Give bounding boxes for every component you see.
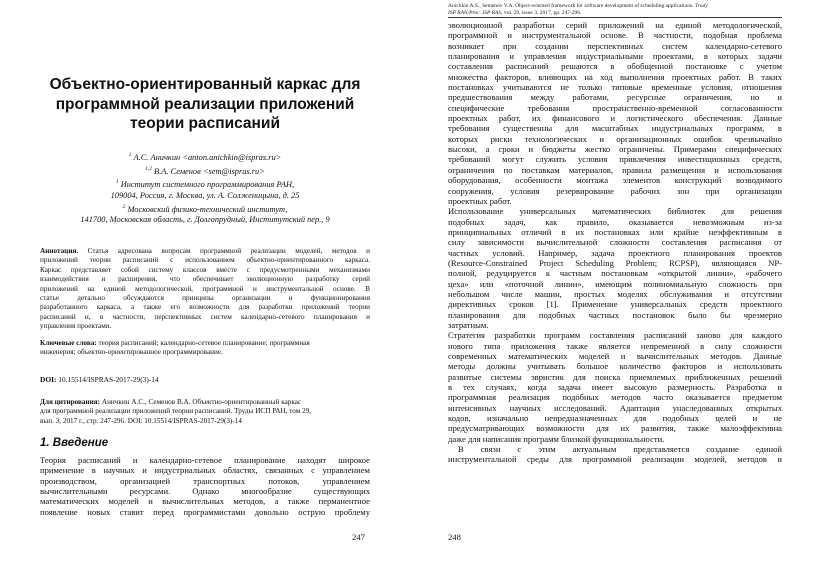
citation-line: вып. 3, 2017 г., стр. 247-296. DOI: 10.15514/ISPRAS-2017-29(3)-14 [40, 416, 242, 425]
header-rule [448, 17, 782, 18]
header-line: Anichkin A.S., Semenov V.A. Object-oriented framework for software development of scheduling applications. Trudy [448, 3, 708, 9]
title-line: программной реализации приложений [55, 95, 355, 113]
body-line: требования существенны для масштабных индустриальных программ, в [448, 123, 782, 134]
body-line: современных математических моделей и вычислительных методов. Данные [448, 351, 782, 361]
title-line: Объектно-ориентированный каркас для [49, 76, 361, 93]
doi [40, 375, 370, 384]
body-line: кодов, изначально непредназначенных для подобных целей и не [448, 413, 782, 424]
body-line: оборудования, особенности монтажа элементов конструкций возводимого [448, 175, 782, 186]
body-line: планирования и управления индустриальными проектами, в которых задачи [448, 51, 782, 62]
running-header [448, 3, 782, 17]
body-line: эволюционной разработки серий приложений на единой методологической, [448, 20, 782, 30]
body-line: высоки, а сроки и бюджеты жестко ограничены. Примерами специфических [448, 144, 782, 155]
body-line: Использование универсальных математических библиотек для решения [448, 206, 782, 217]
body-line: проектных работ, их финансового и логистического обеспечения. Данные [448, 113, 782, 124]
abstract-line: приложений на единой методологической, программной и инструментальной основе. В [40, 284, 370, 293]
body-line: предусматривающих возможности для их развития, также малоэффективна [448, 423, 782, 434]
section-heading: 1. Введение [40, 437, 109, 449]
author-block [40, 150, 370, 226]
body-line: директивных сроков [1]. Применение универсальных средств проектного [448, 299, 782, 310]
body-line: Стратегия разработки программ составления расписаний заново для каждого [448, 330, 782, 341]
body-line: предшествования между работами, ресурсные ограничения, но и [448, 92, 782, 103]
doi-value: 10.15514/ISPRAS-2017-29(3)-14 [56, 375, 159, 384]
page-number: 248 [448, 532, 461, 542]
header-line: ISP RAN/Proc. ISP RAS, vol. 29, issue 3, 2017, pp. 247-296. [448, 9, 582, 16]
body-line: интенсивных научных исследований. Адаптация унаследованных открытых [448, 402, 782, 413]
citation [40, 398, 370, 426]
abstract-line: разработанного каркаса, а также его возможности для разработки приложений теории [40, 303, 370, 312]
body-line: небольшом числе машин, простых моделях обслуживания и отсутствии [448, 288, 782, 299]
body-line: проектных работ. [448, 195, 512, 206]
affiliation-line: $^2$ Московский физико-технический институт, [122, 203, 288, 214]
body-line: нового типа приложения также является непременной в силу сложности [448, 340, 782, 351]
right-body-text [448, 20, 782, 465]
abstract-line: управления проектами. [40, 322, 112, 331]
body-line: ограничения по поставкам материалов, правила размещения и использования [448, 164, 782, 175]
abstract-line: взаимодействия и расширения, что обеспечивает эволюционную разработку серий [40, 275, 370, 284]
body-line: производством, организацией транспортных потоков, управлением [40, 475, 370, 486]
body-line: даже для написания программ близкой функциональности. [448, 433, 665, 444]
body-line: (Resource-Constrained Project Scheduling Problem; RCPSP), являющаяся NP- [448, 257, 782, 268]
body-line: постановках учитываются не только типовые временные условия, отношения [448, 82, 782, 93]
right-page [410, 0, 820, 580]
doi-label: DOI: [40, 375, 57, 384]
body-line: методы должны учитывать большое количество факторов и использовать [448, 361, 782, 372]
body-line: в тех случаях, когда задача имеет высокую размерность. Разработка и [448, 382, 782, 393]
body-line: программной и инструментальной основе. В частности, подобная проблема [448, 30, 782, 41]
body-line: Теория расписаний и календарно-сетевое планирование находят широкое [40, 455, 370, 465]
body-line: множества факторов, влияющих на ход выполнения проектных работ. В таких [448, 71, 782, 82]
body-line: затратным. [448, 319, 489, 330]
body-line: цеха» или «поточной линии», имеющим полиномиальную сложность при [448, 278, 782, 289]
page-number: 247 [352, 532, 365, 542]
body-line: сооружения, условия резервирование рабочих зон при организации [448, 185, 782, 196]
affiliation-line: $^1$ Институт системного программирования РАН, [115, 179, 295, 189]
body-line: специфические требования пространственно-временной согласованности [448, 102, 782, 113]
body-line: подобных задач, как правило, оказывается невозможным из-за [448, 216, 782, 227]
abstract-line: Каркас представляет собой систему классов вместе с предусмотренными механизмами [40, 265, 370, 274]
affiliation-address: 141700, Московская область, г. Долгопрудный, Институтский пер., 9 [80, 215, 330, 225]
left-body-text [40, 455, 370, 517]
body-line: В связи с этим актуальным представляется создание единой [458, 444, 782, 455]
title-line: теории расписаний [130, 115, 280, 132]
body-line: полной, редуцируется к частным постановкам «открытой линии», «рабочего [448, 268, 782, 279]
body-line: появление новых ставит перед программистами довольно острую проблему [40, 506, 370, 517]
body-line: частных условий. Например, задача проектного планирования проектов [448, 247, 782, 258]
citation-line: Для цитирования: Аничкин А.С., Семенов В.А. Объектно-ориентированный каркас [40, 398, 302, 406]
body-line: программная реализация подобных методов часто оказывается предметом [448, 392, 782, 403]
affiliation-address: 109004, Россия, г. Москва, ул. А. Солженицына, д. 25 [110, 190, 300, 200]
abstract-line: приложений теории расписаний с использованием объектно-ориентированного каркаса. [40, 256, 370, 265]
keywords-line: инженерия; объектно-ориентированное программирование. [40, 348, 223, 357]
abstract-line: расписаний и, в частности, перспективных систем календарно-сетевого планирования и [40, 312, 370, 321]
body-line: планирования для подобных частных постановок было бы чрезмерно [448, 309, 782, 320]
abstract [40, 247, 370, 332]
body-line: развитые системы эвристик для поиска приемлемых приближенных решений [448, 371, 782, 382]
author-line: $^{1,2}$ В.А. Семенов <sem@ispras.ru> [145, 165, 265, 176]
body-line: принципиальных отличий в их постановках или крайне неэффективным в [448, 226, 782, 237]
body-line: применение в научных и индустриальных областях, связанных с управлением [40, 465, 370, 476]
body-line: которых риски технологических и организационных ошибок чрезвычайно [448, 133, 782, 144]
body-line: инструментальной среды для программной реализации моделей, методов и [448, 454, 782, 465]
abstract-line: Аннотация. Статья адресована вопросам программной реализации моделей, методов и [40, 247, 370, 255]
citation-line: для программной реализации приложений теории расписаний. Труды ИСП РАН, том 29, [40, 407, 312, 416]
body-line: вычислительными ресурсами. Однако многообразие существующих [40, 486, 370, 497]
keywords [40, 339, 370, 358]
body-line: требований могут служить условия привлечения инвестиционных средств, [448, 154, 782, 165]
author-line: $^1$ А.С. Аничкин <anton.anichkin@ispras.ru> [128, 152, 282, 162]
paper-title [38, 75, 372, 134]
keywords-line: Ключевые слова: теория расписаний; календарно-сетевое планирование; программная [40, 339, 310, 347]
abstract-line: статье детально обсуждаются принципы организации и функционирования [40, 293, 370, 302]
body-line: возникает при создании перспективных систем календарно-сетевого [448, 40, 782, 51]
body-line: силу зависимости вычислительной сложности составления расписания от [448, 237, 782, 248]
body-line: математических моделей и вычислительных методов, а также перманентное [40, 496, 370, 507]
body-line: составления расписаний решаются в обобщенной постановке с учетом [448, 61, 782, 72]
